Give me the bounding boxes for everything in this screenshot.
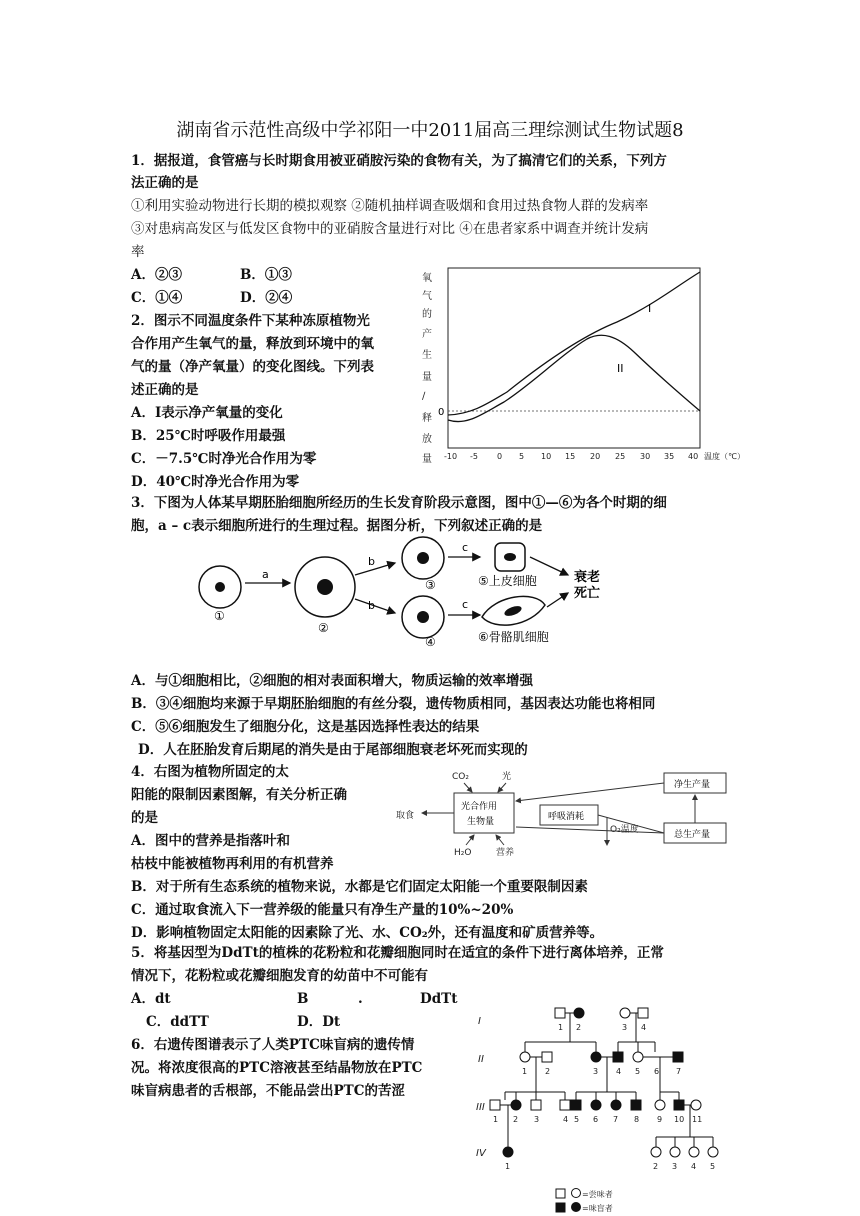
x-tick-label: 0 [497,452,503,461]
y-axis-label-char: 释 [422,413,432,424]
individual-number: 1 [558,1023,564,1032]
individual-number: 10 [674,1115,685,1124]
generation-label: II [478,1054,484,1065]
individual-number: 4 [616,1067,622,1076]
q6-stem-3: 味盲病患者的舌根部，不能品尝出PTC的苦涩 [131,1083,405,1099]
photosynthesis-box [454,793,514,833]
y-axis-label-char: 气 [422,291,432,302]
q3-option-c: C．⑤⑥细胞发生了细胞分化，这是基因选择性表达的结果 [131,719,480,735]
q1-option-a: A．②③ [131,267,182,283]
q1-stem-cont: 法正确的是 [131,175,199,191]
x-tick-label: 15 [565,452,576,461]
q4-option-c: C．通过取食流入下一营养级的能量只有净生产量的10%~20% [131,902,514,918]
individual-number: 6 [593,1115,599,1124]
x-tick-label: 20 [590,452,601,461]
q5-option-d: D．Dt [297,1014,341,1030]
solar-energy-factor-diagram [392,765,742,861]
x-tick-label: 25 [615,452,626,461]
individual-number: 7 [613,1115,619,1124]
y-axis-label-char: ∕ [422,391,426,402]
curve-I-label: I [648,302,652,315]
individual-number: 4 [691,1162,697,1171]
q5-option-b-dot: . [358,991,363,1007]
q2-stem-3: 气的量（净产氧量）的变化图线。下列表 [131,359,374,375]
respiration-label: 呼吸消耗 [548,812,585,822]
feed-label: 取食 [396,811,415,821]
generation-label: IV [476,1148,486,1159]
generation-label: I [478,1016,481,1027]
q4-option-a: A．图中的营养是指落叶和 [131,833,290,849]
x-tick-label: 5 [519,452,525,461]
q5-option-b-value: DdTt [420,991,458,1007]
x-tick-label: -10 [444,452,458,461]
q2-stem-4: 述正确的是 [131,382,199,398]
q1-option-d: D．②④ [240,290,293,306]
y-axis-label-char: 氧 [422,273,432,284]
individual-number: 1 [505,1162,511,1171]
q3-stem: 3．下图为人体某早期胚胎细胞所经历的生长发育阶段示意图，图中①—⑥为各个时期的细 [131,495,667,511]
y-zero-label: 0 [438,407,445,418]
y-axis-label-char: 生 [422,350,432,361]
q6-stem-2: 况。将浓度很高的PTC溶液甚至结晶物放在PTC [131,1060,423,1076]
q2-stem: 2．图示不同温度条件下某种冻原植物光 [131,313,370,329]
q1-stem: 1．据报道，食管癌与长时期食用被亚硝胺污染的食物有关，为了搞清它们的关系，下列方 [131,153,667,169]
y-axis-label-char: 产 [422,329,432,340]
curve-II-label: II [617,362,624,375]
y-axis-label-char: 的 [422,309,432,320]
process-b-label: b [368,599,375,612]
q1-statement-3: 率 [131,244,145,260]
individual-number: 3 [534,1115,540,1124]
cell-4-label: ④ [425,635,436,647]
individual-number: 2 [576,1023,582,1032]
individual-number: 6 [654,1067,660,1076]
x-tick-label: -5 [470,452,478,461]
individual-number: 3 [622,1023,628,1032]
q6-stem: 6．右遗传图谱表示了人类PTC味盲病的遗传情 [131,1037,415,1053]
muscle-cell-label: ⑥骨骼肌细胞 [478,630,549,644]
cell-development-diagram [190,535,650,647]
box-biomass-label: 生物量 [467,817,495,827]
q1-option-b: B．①③ [240,267,292,283]
q5-option-c: C．ddTT [146,1014,209,1030]
individual-number: 3 [593,1067,599,1076]
o2-temp-label: O₂温度 [610,825,639,835]
process-a-label: a [262,568,269,581]
box-photosynthesis-label: 光合作用 [461,802,498,812]
q1-statement-1: ①利用实验动物进行长期的模拟观察 ②随机抽样调查吸烟和食用过热食物人群的发病率 [131,198,649,214]
q1-statement-2: ③对患病高发区与低发区食物中的亚硝胺含量进行对比 ④在患者家系中调查并统计发病 [131,221,649,237]
q3-option-b: B．③④细胞均来源于早期胚胎细胞的有丝分裂，遗传物质相同，基因表达功能也将相同 [131,696,656,712]
y-axis-label-char: 放 [422,434,432,445]
cell-3-label: ③ [425,578,436,592]
individual-number: 4 [563,1115,569,1124]
net-production-label: 净生产量 [674,780,711,790]
light-label: 光 [502,772,512,782]
q4-stem-2: 阳能的限制因素图解，有关分析正确 [131,787,347,803]
q5-stem-2: 情况下，花粉粒或花瓣细胞发育的幼苗中不可能有 [131,968,428,984]
x-tick-label: 35 [664,452,675,461]
cell-2-label: ② [318,621,329,635]
h2o-label: H₂O [454,848,472,858]
process-c-label: c [462,541,469,554]
x-tick-label: 30 [640,452,651,461]
individual-number: 2 [545,1067,551,1076]
q1-option-c: C．①④ [131,290,183,306]
individual-number: 5 [635,1067,641,1076]
individual-number: 8 [634,1115,640,1124]
individual-number: 4 [641,1023,647,1032]
q4-stem: 4．右图为植物所固定的太 [131,764,289,780]
oxygen-temperature-graph [412,264,792,470]
q2-option-c: C．－7.5℃时净光合作用为零 [131,451,317,467]
q4-option-d: D．影响植物固定太阳能的因素除了光、水、CO₂外，还有温度和矿质营养等。 [131,925,604,941]
q4-option-b: B．对于所有生态系统的植物来说，水都是它们固定太阳能一个重要限制因素 [131,879,588,895]
q5-option-a: A．dt [131,991,171,1007]
individual-number: 5 [574,1115,580,1124]
q3-option-d: D．人在胚胎发育后期尾的消失是由于尾部细胞衰老坏死而实现的 [138,742,528,758]
q2-stem-2: 合作用产生氧气的量，释放到环境中的氧 [131,336,374,352]
co2-label: CO₂ [452,772,469,782]
legend-nontaster: =味盲者 [582,1204,613,1213]
y-axis-label-char: 量 [422,372,432,383]
process-b-label: b [368,555,375,568]
fate-label-death: 死亡 [574,586,601,601]
nutrient-label: 营养 [496,848,515,858]
individual-number: 5 [710,1162,716,1171]
q2-option-a: A．I表示净产氧量的变化 [131,405,283,421]
individual-number: 11 [692,1115,703,1124]
q4-option-a-cont: 枯枝中能被植物再利用的有机营养 [131,856,334,872]
individual-number: 1 [522,1067,528,1076]
q3-stem-2: 胞，a – c表示细胞所进行的生理过程。据图分析，下列叙述正确的是 [131,518,543,534]
q4-stem-3: 的是 [131,810,158,826]
cell-1-label: ① [214,609,225,623]
individual-number: 2 [513,1115,519,1124]
q3-option-a: A．与①细胞相比，②细胞的相对表面积增大，物质运输的效率增强 [131,673,533,689]
epithelial-cell-label: ⑤上皮细胞 [478,574,537,588]
curve-II [448,335,700,421]
legend-taster: =尝味者 [582,1190,613,1199]
page-title: 湖南省示范性高级中学祁阳一中2011届高三理综测试生物试题8 [176,120,684,141]
x-tick-label: 40 [688,452,699,461]
q5-stem: 5．将基因型为DdTt的植株的花粉粒和花瓣细胞同时在适宜的条件下进行离体培养，正常 [131,945,664,961]
process-c-label: c [462,598,469,611]
individual-number: 1 [493,1115,499,1124]
generation-label: III [476,1102,485,1113]
y-axis-label-char: 量 [422,454,432,465]
curve-I [448,272,700,415]
q2-option-b: B．25℃时呼吸作用最强 [131,428,286,444]
q2-option-d: D．40℃时净光合作用为零 [131,474,300,490]
fate-label-aging: 衰老 [574,570,601,585]
q5-option-b: B [297,991,309,1007]
x-axis-unit: 温度（℃） [704,452,745,461]
x-tick-label: 10 [541,452,552,461]
individual-number: 9 [657,1115,663,1124]
individual-number: 3 [672,1162,678,1171]
gross-production-label: 总生产量 [674,830,711,840]
ptc-pedigree-chart [470,1002,730,1214]
individual-number: 2 [653,1162,659,1171]
individual-number: 7 [676,1067,682,1076]
